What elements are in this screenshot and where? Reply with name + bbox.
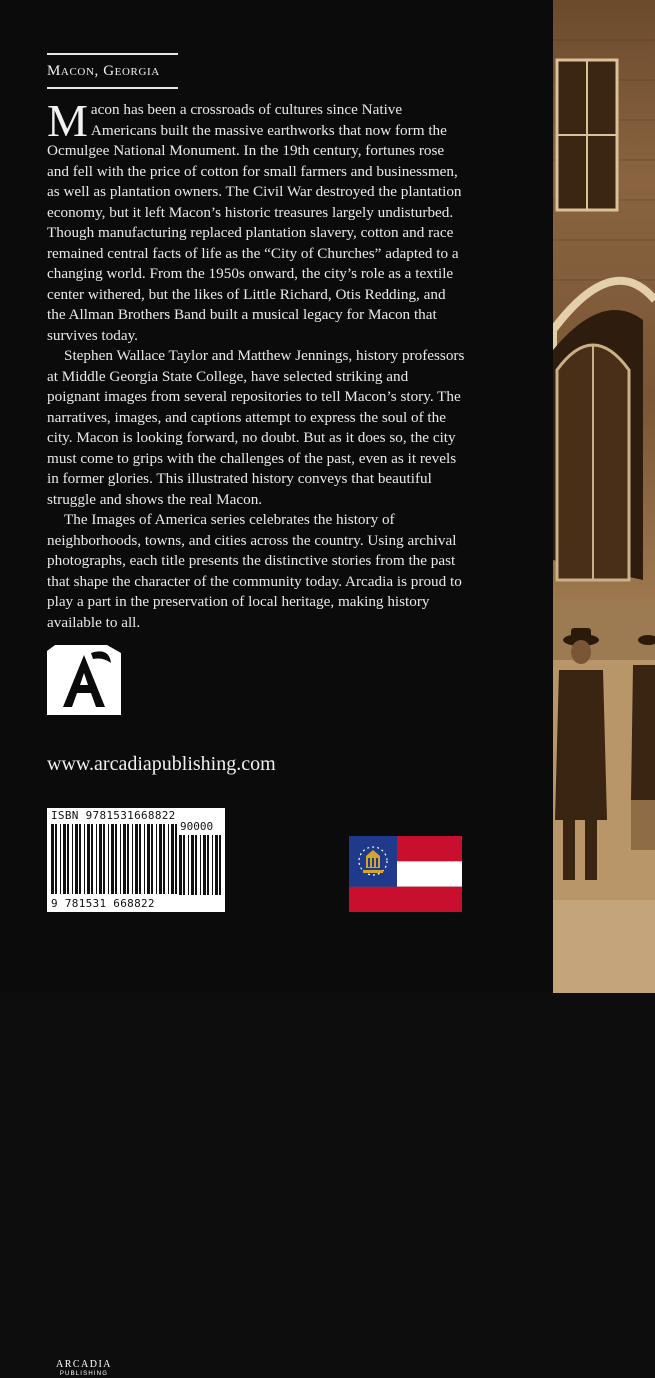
- barcode-bar: [120, 824, 121, 894]
- barcode-bar: [179, 835, 182, 895]
- barcode-bar: [91, 824, 93, 894]
- description-paragraph-2: Stephen Wallace Taylor and Matthew Jennings, history professors at Middle Georgia State College, have selected striking and poignant images from several repositories to tell Macon’s story. The narratives, images, and captions attempt to express the soul of the city. Macon is looking forward, no doubt. But as it does so, the city must come to grips with the challenges of the past, even as it revels in former glories. This illustrated history conveys that beautiful struggle and shows the real Macon.: [47, 347, 465, 508]
- publisher-url[interactable]: www.arcadiapublishing.com: [47, 753, 276, 775]
- barcode-bar: [72, 824, 73, 894]
- barcode-bar: [171, 824, 174, 894]
- barcode-bar: [99, 824, 102, 894]
- paragraph-1-text: acon has been a crossroads of cultures since Native Americans built the massive earthworks that now form the Ocmulgee National Monument. In the 19th century, fortunes rose and fell with the price of cotton for small farmers and businessmen, as well as plantation owners. The Civil War destroyed the plantation economy, but it left Macon’s historic treasures largely undisturbed. Though manufacturing replaced plantation slavery, cotton and race remained central facts of life as the “City of Churches” adapted to a changing world. From the 1950s onward, the city’s role as a textile center withered, but the likes of Little Richard, Otis Redding, and the Allman Brothers Band built a musical legacy for Macon that survives today.: [47, 101, 462, 344]
- photo-illustration: [553, 0, 655, 993]
- georgia-flag-icon: [349, 836, 462, 912]
- isbn-label: ISBN 9781531668822: [51, 809, 176, 822]
- header-rule-bottom: [47, 87, 178, 89]
- barcode-bar: [135, 824, 138, 894]
- logo-word: ARCADIA: [55, 1359, 113, 1370]
- barcode-bar: [103, 824, 105, 894]
- barcode-bar: [96, 824, 97, 894]
- barcode-bar: [168, 824, 169, 894]
- price-code: 90000: [180, 820, 214, 833]
- barcode-bar: [191, 835, 194, 895]
- sepia-photo: [553, 0, 655, 993]
- barcode-bar: [132, 824, 133, 894]
- barcode-bar: [51, 824, 54, 894]
- barcode-bar: [207, 835, 209, 895]
- arcadia-a-icon: [47, 645, 121, 715]
- barcode-bar: [84, 824, 85, 894]
- barcode-bar: [123, 824, 126, 894]
- barcode-bar: [144, 824, 145, 894]
- barcode-bar: [87, 824, 90, 894]
- barcode-bar: [175, 824, 177, 894]
- barcode-bar: [151, 824, 153, 894]
- isbn-digits: 9 781531 668822: [51, 897, 155, 910]
- barcode-bar: [212, 835, 213, 895]
- header-rule-top: [47, 53, 178, 55]
- barcode-bar: [188, 835, 189, 895]
- barcode-bar: [108, 824, 109, 894]
- barcode-bar: [115, 824, 117, 894]
- logo-wordmark: [47, 1359, 121, 1378]
- description-paragraph-3: The Images of America series celebrates the history of neighborhoods, towns, and cities across the country. Using archival photographs, each title presents the distinctive stories from the past that shape the character of the community today. Arcadia is proud to play a part in the preservation of local heritage, making history available to all.: [47, 511, 462, 631]
- barcode-bar: [219, 835, 221, 895]
- barcode-bar: [111, 824, 114, 894]
- logo-subword: PUBLISHING: [59, 1371, 109, 1377]
- barcode-bar: [67, 824, 69, 894]
- barcode-bar: [147, 824, 150, 894]
- barcode-bar: [127, 824, 129, 894]
- barcode-bar: [203, 835, 206, 895]
- barcode-bar: [195, 835, 197, 895]
- barcode-bar: [55, 824, 57, 894]
- drop-cap: M: [47, 95, 88, 146]
- isbn-barcode: [47, 808, 225, 912]
- barcode-bar: [139, 824, 141, 894]
- description-paragraph-1: [47, 95, 465, 346]
- barcode-bar: [183, 835, 185, 895]
- barcode-bar: [156, 824, 157, 894]
- barcode-bars-main: [51, 824, 177, 894]
- barcode-bar: [75, 824, 78, 894]
- barcode-bar: [200, 835, 201, 895]
- barcode-bar: [215, 835, 218, 895]
- barcode-bar: [79, 824, 81, 894]
- book-description: [47, 95, 465, 633]
- barcode-bar: [60, 824, 61, 894]
- barcode-bar: [63, 824, 66, 894]
- series-title: Macon, Georgia: [47, 63, 160, 79]
- barcode-bar: [163, 824, 165, 894]
- barcode-bars-addon: [179, 835, 221, 895]
- barcode-bar: [159, 824, 162, 894]
